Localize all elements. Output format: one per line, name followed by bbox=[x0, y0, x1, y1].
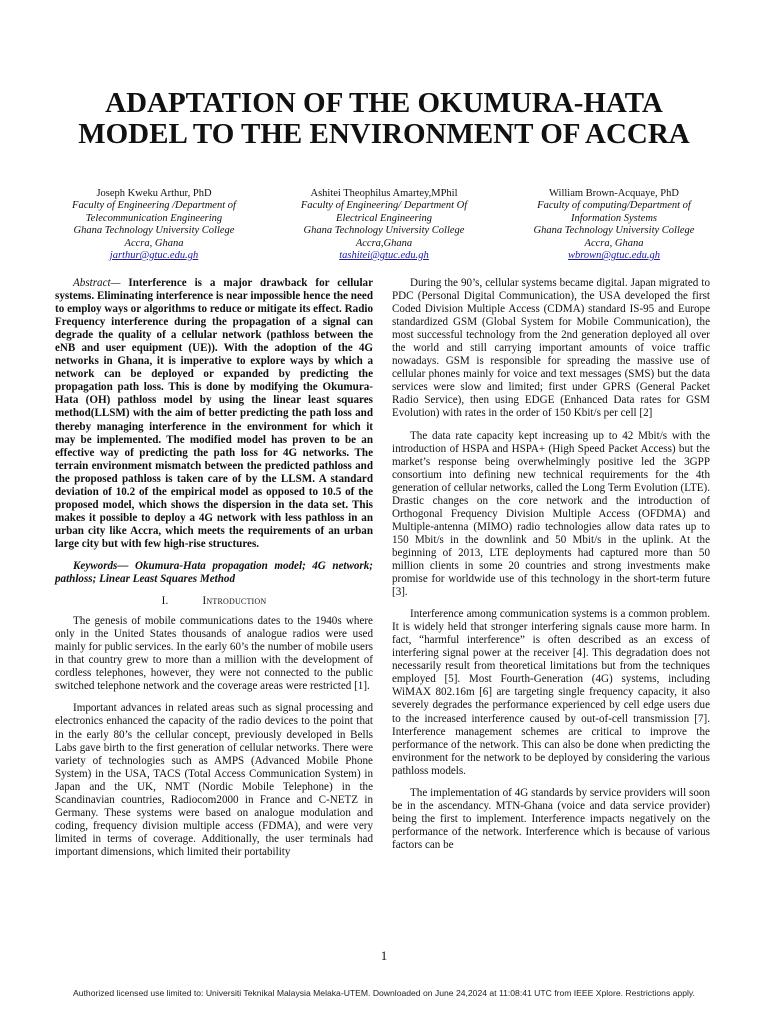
page-number: 1 bbox=[380, 948, 388, 963]
body-paragraph: The data rate capacity kept increasing up to 42 Mbit/s with the introduction of HSPA and HSPA+ (High Speed Packet Access) but the market’s response being overwhelmingly positive led the 3GPP consortium into defining new technical requirements for the 4th generation of cellular networks, called the Long Term Evolution (LTE). Drastic changes on the core network and the introduction of Orthogonal Frequency Division Multiple Access (OFDMA) and Multiple-antenna (MIMO) radio technologies allow data rates up to 150 Mbit/s in the downlink and 50 Mbit/s in the uplink. At the beginning of 2013, LTE deployments had captured more than 50 million clients in some 20 countries and strong investments make promise for worldwide use of this technology in the short-term future [3]. bbox=[392, 429, 710, 599]
author-location: Accra,Ghana bbox=[355, 237, 413, 249]
author-affiliation: Telecommunication Engineering bbox=[85, 212, 223, 224]
author-location: Accra, Ghana bbox=[124, 237, 184, 249]
author-institution: Ghana Technology University College bbox=[73, 225, 235, 237]
section-heading-introduction bbox=[55, 595, 373, 608]
left-column bbox=[55, 277, 373, 868]
author-1 bbox=[40, 188, 268, 262]
section-number: I. bbox=[161, 595, 169, 608]
author-affiliation: Faculty of Engineering /Department of bbox=[72, 200, 236, 212]
author-affiliation: Faculty of Engineering/ Department Of bbox=[300, 200, 468, 212]
abstract-text: Interference is a major drawback for cellular systems. Eliminating interference is near impossible hence the need to employ ways or algorithms to reduce or mitigate its effect. Radio Frequency interference during the propagation of a signal can degrade the quality of a cellular network (pathloss between the eNB and user equipment (UE)). With the adoption of the 4G networks in Ghana, it is imperative to explore ways by which a network can be deployed or expanded by predicting the propagation path loss. This is done by modifying the Okumura-Hata (OH) pathloss model by using the linear least squares method(LLSM) with the aim of better predicting the path loss and thereby managing interference in the environment for which it may be implemented. The modified model has proven to be an effective way of predicting the path loss for 4G networks. The terrain environment mismatch between the predicted pathloss and the proposed pathloss is taken care of by the LLSM. A standard deviation of 10.2 of the empirical model as opposed to 10.5 of the proposed model, which shows the dispersion in the data set. This makes it possible to deploy a 4G network with less pathloss in an urban city like Accra, which meets the requirements of an urban large city but with few high-rise structures. bbox=[55, 277, 373, 550]
section-title: Introduction bbox=[202, 595, 267, 608]
keywords bbox=[55, 560, 373, 586]
right-column bbox=[392, 277, 710, 861]
abstract bbox=[55, 277, 373, 551]
author-3 bbox=[500, 188, 728, 262]
author-name: Ashitei Theophilus Amartey,MPhil bbox=[310, 188, 458, 199]
abstract-label: Abstract— bbox=[73, 277, 121, 289]
author-institution: Ghana Technology University College bbox=[533, 225, 695, 237]
author-affiliation: Electrical Engineering bbox=[336, 212, 432, 224]
body-paragraph: The genesis of mobile communications dates to the 1940s where only in the United States thousands of analogue radios were used mainly for public services. In the early 60’s the number of mobile users in that country grew to more than a million with the development of cordless telephones, however, they were not connected to the public switched telephone network and the coverage areas were restricted [1]. bbox=[55, 615, 373, 693]
author-location: Accra, Ghana bbox=[584, 237, 644, 249]
body-paragraph: Interference among communication systems is a common problem. It is widely held that stronger interfering signals cause more harm. In fact, “harmful interference” is often described as an excess of interfering signal power at the receiver [4]. This degradation does not necessarily result from theoretical limitations but from the techniques employed [5]. Most Fourth-Generation (4G) systems, including WiMAX 802.16m [6] are targeting single frequency capacity, it also severely degrades the performance experienced by cell edge users due to the increased interference caused by out-of-cell transmission [7]. Interference management schemes are critical to improve the performance of the network. This can also be done when predicting the environment for the network to be deployed by considering the various pathloss models. bbox=[392, 608, 710, 777]
author-email-link[interactable]: jarthur@gtuc.edu.gh bbox=[109, 250, 199, 262]
author-2 bbox=[270, 188, 498, 262]
author-block bbox=[40, 188, 728, 262]
license-footer: Authorized licensed use limited to: Universiti Teknikal Malaysia Melaka-UTEM. Downloaded on June 24,2024 at 11:08:41 UTC from IEEE Xplore. Restrictions apply. bbox=[73, 988, 695, 998]
author-affiliation: Faculty of computing/Department of bbox=[537, 200, 691, 212]
paper-title: ADAPTATION OF THE OKUMURA-HATA MODEL TO THE ENVIRONMENT OF ACCRA bbox=[78, 87, 690, 150]
body-paragraph: The implementation of 4G standards by service providers will soon be in the ascendancy. MTN-Ghana (voice and data service provider) being the first to implement. Interference impacts negatively on the performance of the network. Interference which is because of various factors can be bbox=[392, 786, 710, 851]
keywords-label: Keywords— bbox=[73, 559, 129, 572]
author-affiliation: Information Systems bbox=[570, 212, 658, 224]
body-paragraph: During the 90’s, cellular systems became digital. Japan migrated to PDC (Personal Digital Communication), the USA developed the first Coded Division Multiple Access (CDMA) standard IS-95 and Europe standardized GSM (Global System for Mobile Communication), the most successful technology from the 2nd generation deployed all over the world and still carrying important amounts of voice traffic nowadays. GSM is responsible for spreading the massive use of cellular phones mainly for voice and text messages (SMS) but the data services were slow and limited; first under GPRS (General Packet Radio Service), then using EDGE (Enhanced Data rates for GSM Evolution) with rates in the order of 150 Kbit/s per cell [2] bbox=[392, 277, 710, 420]
author-institution: Ghana Technology University College bbox=[303, 225, 465, 237]
author-name: Joseph Kweku Arthur, PhD bbox=[96, 188, 212, 199]
author-name: William Brown-Acquaye, PhD bbox=[549, 188, 679, 199]
keywords-text: Okumura-Hata propagation model; 4G network; pathloss; Linear Least Squares Method bbox=[55, 559, 373, 586]
author-email-link[interactable]: wbrown@gtuc.edu.gh bbox=[567, 250, 661, 262]
author-email-link[interactable]: tashitei@gtuc.edu.gh bbox=[339, 250, 429, 262]
body-paragraph: Important advances in related areas such as signal processing and electronics enhanced the capacity of the radio devices to the point that in the early 80’s the cellular concept, previously developed in Bells Labs gave birth to the first generation of cellular networks. There were variety of technologies such as AMPS (Advanced Mobile Phone System) in the USA, TACS (Total Access Communication System) in Japan and the UK, NMT (Nordic Mobile Telephone) in the Scandinavian countries, Radiocom2000 in France and C-NETZ in Germany. These systems were based on analogue modulation and coding, frequency division multiple access (FDMA), and were very limited in terms of coverage. Additionally, the user terminals had important dimensions, which limited their portability bbox=[55, 702, 373, 858]
